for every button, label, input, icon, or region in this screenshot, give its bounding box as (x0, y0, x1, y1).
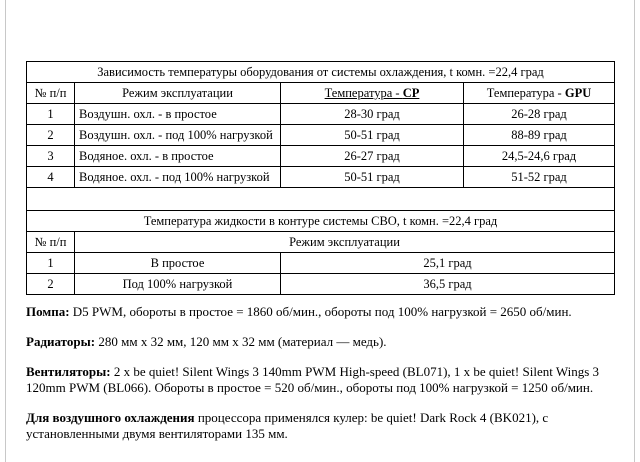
row-mode: Воздушн. охл. - под 100% нагрузкой (75, 125, 281, 146)
table2-title-row (27, 211, 615, 232)
radiators-text: 280 мм х 32 мм, 120 мм х 32 мм (материал — медь). (95, 334, 387, 349)
row-number: 1 (27, 253, 75, 274)
page-edge-left (5, 0, 6, 462)
row-number: 2 (27, 125, 75, 146)
temperature-table (26, 61, 615, 295)
table2-header-mode: Режим эксплуатации (75, 232, 615, 253)
row-gpu-temp: 88-89 град (464, 125, 615, 146)
document-page (26, 61, 614, 295)
row-number: 1 (27, 104, 75, 125)
air-cooling-label: Для воздушного охлаждения (26, 410, 195, 425)
radiators-paragraph (26, 334, 616, 350)
table1-title: Зависимость температуры оборудования от системы охлаждения, t комн. =22,4 град (27, 62, 615, 83)
pump-text: D5 PWM, обороты в простое = 1860 об/мин., обороты под 100% нагрузкой = 2650 об/мин. (69, 304, 572, 319)
table-row (27, 146, 615, 167)
air-cooling-paragraph (26, 410, 616, 442)
row-number: 4 (27, 167, 75, 188)
row-mode: Водяное. охл. - под 100% нагрузкой (75, 167, 281, 188)
row-gpu-temp: 26-28 град (464, 104, 615, 125)
row-mode: Под 100% нагрузкой (75, 274, 281, 295)
row-number: 3 (27, 146, 75, 167)
table1-header-row (27, 83, 615, 104)
table-row (27, 125, 615, 146)
header-gpu-temp: Температура - GPU (464, 83, 615, 104)
row-mode: Воздушн. охл. - в простое (75, 104, 281, 125)
row-number: 2 (27, 274, 75, 295)
row-cpu-temp: 50-51 град (281, 125, 464, 146)
header-number: № п/п (27, 83, 75, 104)
radiators-label: Радиаторы: (26, 334, 96, 349)
page-edge-right (634, 0, 635, 462)
header-cpu-temp: Температура - CP (281, 83, 464, 104)
pump-label: Помпа: (26, 304, 70, 319)
pump-paragraph (26, 304, 616, 320)
table-row (27, 274, 615, 295)
blank-separator-row (27, 188, 615, 211)
row-cpu-temp: 28-30 град (281, 104, 464, 125)
table2-header-row (27, 232, 615, 253)
row-cpu-temp: 50-51 град (281, 167, 464, 188)
row-liquid-temp: 36,5 град (281, 274, 615, 295)
table-row (27, 253, 615, 274)
row-mode: Водяное. охл. - в простое (75, 146, 281, 167)
air-cooling-text: процессора применялся кулер: be quiet! Dark Rock 4 (BK021), с установленными двумя вентиляторами 135 мм. (26, 410, 549, 441)
table2-title: Температура жидкости в контуре системы СВО, t комн. =22,4 град (27, 211, 615, 232)
fans-text: 2 х be quiet! Silent Wings 3 140mm PWM High-speed (BL071), 1 х be quiet! Silent Wings 3 120mm PWM (BL066). Обороты в простое = 520 об/мин., обороты под 100% нагрузкой = 1250 об/мин. (26, 364, 600, 395)
row-gpu-temp: 24,5-24,6 град (464, 146, 615, 167)
table-row (27, 167, 615, 188)
row-cpu-temp: 26-27 град (281, 146, 464, 167)
fans-label: Вентиляторы: (26, 364, 111, 379)
header-mode: Режим эксплуатации (75, 83, 281, 104)
table-row (27, 104, 615, 125)
row-gpu-temp: 51-52 град (464, 167, 615, 188)
fans-paragraph (26, 364, 616, 396)
row-liquid-temp: 25,1 град (281, 253, 615, 274)
table2-header-number: № п/п (27, 232, 75, 253)
table1-title-row (27, 62, 615, 83)
specs-text (26, 304, 616, 456)
row-mode: В простое (75, 253, 281, 274)
